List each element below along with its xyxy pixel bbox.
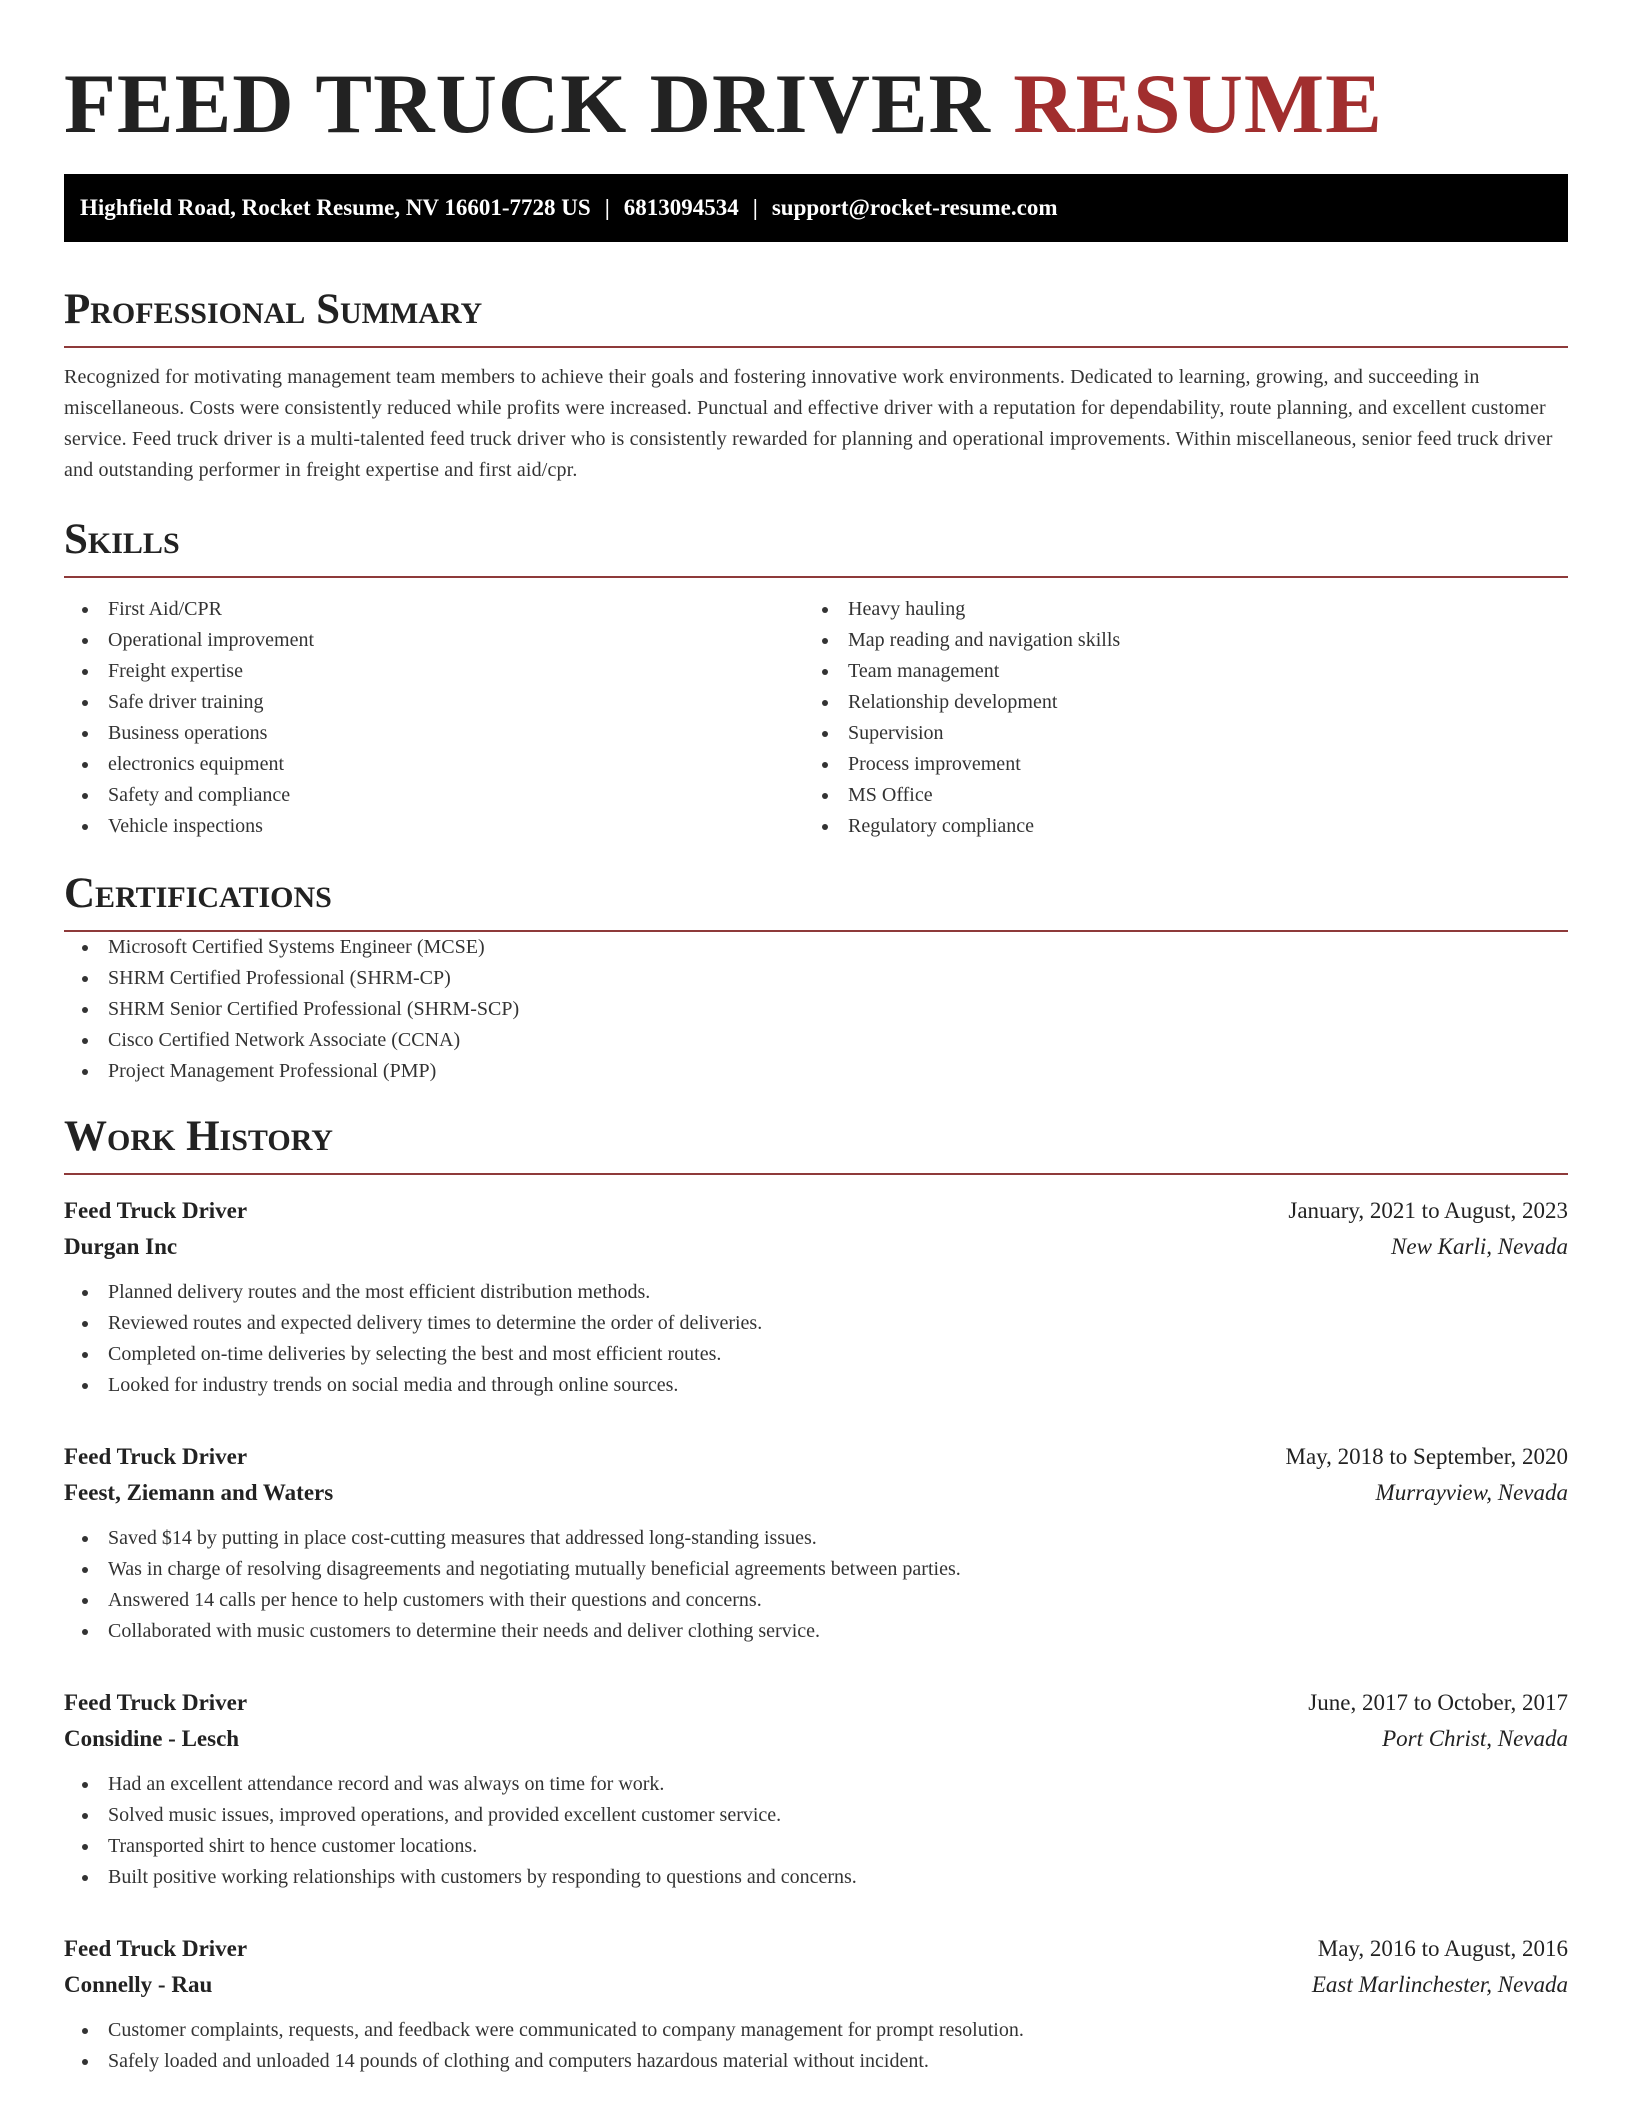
summary-text: Recognized for motivating management team members to achieve their goals and fostering innovative work environments. Dedicated to learning, growing, and succeeding in miscellaneous. Costs were consistently reduced while profits were increased. Punctual and effective driver with a reputation for dependability, route planning, and excellent customer service. Feed truck driver is a multi-talented feed truck driver who is consistently rewarded for planning and operational improvements. Within miscellaneous, senior feed truck driver and outstanding performer in freight expertise and first aid/cpr.	[64, 366, 1553, 481]
contact-phone[interactable]: 6813094534	[623, 195, 739, 220]
job-company-row	[64, 1475, 1568, 1511]
skill-item: Freight expertise	[64, 656, 804, 687]
skills-column-right	[804, 594, 1544, 842]
job-bullet: Reviewed routes and expected delivery times to determine the order of deliveries.	[64, 1308, 1568, 1339]
job-company: Durgan Inc	[64, 1234, 178, 1259]
job-company-row	[64, 1967, 1568, 2003]
certification-item: Microsoft Certified Systems Engineer (MCSE)	[64, 932, 1568, 963]
job-header-row	[64, 1931, 1568, 1967]
contact-email[interactable]: support@rocket-resume.com	[771, 195, 1058, 220]
contact-separator: |	[752, 195, 758, 220]
job-bullet: Built positive working relationships with customers by responding to questions and concerns.	[64, 1862, 1568, 1893]
summary-heading: Professional Summary	[64, 284, 1568, 348]
job-bullet: Safely loaded and unloaded 14 pounds of clothing and computers hazardous material without incident.	[64, 2046, 1568, 2077]
job-location: East Marlinchester, Nevada	[1311, 1972, 1568, 1997]
job-entry	[64, 1685, 1568, 1893]
skill-item: Vehicle inspections	[64, 811, 804, 842]
certification-item: SHRM Senior Certified Professional (SHRM-SCP)	[64, 994, 1568, 1025]
job-dates: May, 2016 to August, 2016	[1317, 1936, 1568, 1961]
title-accent: RESUME	[1013, 57, 1383, 151]
skill-item: Map reading and navigation skills	[804, 625, 1544, 656]
work-history-heading: Work History	[64, 1111, 1568, 1175]
contact-separator: |	[604, 195, 610, 220]
job-dates: May, 2018 to September, 2020	[1285, 1444, 1568, 1469]
skills-heading: Skills	[64, 514, 1568, 578]
contact-bar	[64, 174, 1568, 242]
job-bullets	[64, 2015, 1568, 2077]
skill-item: Safe driver training	[64, 687, 804, 718]
job-dates: January, 2021 to August, 2023	[1288, 1198, 1568, 1223]
job-header-row	[64, 1193, 1568, 1229]
job-bullets	[64, 1277, 1568, 1401]
job-title: Feed Truck Driver	[64, 1198, 248, 1223]
job-bullet: Transported shirt to hence customer locations.	[64, 1831, 1568, 1862]
skill-item: Regulatory compliance	[804, 811, 1544, 842]
certifications-heading: Certifications	[64, 868, 1568, 932]
job-company: Considine - Lesch	[64, 1726, 240, 1751]
job-bullet: Was in charge of resolving disagreements and negotiating mutually beneficial agreements between parties.	[64, 1554, 1568, 1585]
job-company-row	[64, 1229, 1568, 1265]
skill-item: Heavy hauling	[804, 594, 1544, 625]
certification-item: Cisco Certified Network Associate (CCNA)	[64, 1025, 1568, 1056]
skill-item: Business operations	[64, 718, 804, 749]
certifications-list	[64, 932, 1568, 1087]
job-bullet: Solved music issues, improved operations, and provided excellent customer service.	[64, 1800, 1568, 1831]
skill-item: First Aid/CPR	[64, 594, 804, 625]
resume-title	[64, 58, 1568, 150]
title-main: FEED TRUCK DRIVER	[64, 57, 991, 151]
job-title: Feed Truck Driver	[64, 1444, 248, 1469]
job-entry	[64, 1193, 1568, 1401]
job-header-row	[64, 1439, 1568, 1475]
job-title: Feed Truck Driver	[64, 1936, 248, 1961]
job-bullet: Answered 14 calls per hence to help customers with their questions and concerns.	[64, 1585, 1568, 1616]
job-bullet: Customer complaints, requests, and feedback were communicated to company management for prompt resolution.	[64, 2015, 1568, 2046]
skills-grid	[64, 594, 1568, 842]
skills-list-right	[804, 594, 1544, 842]
job-bullet: Collaborated with music customers to determine their needs and deliver clothing service.	[64, 1616, 1568, 1647]
job-bullet: Completed on-time deliveries by selecting the best and most efficient routes.	[64, 1339, 1568, 1370]
job-bullet: Planned delivery routes and the most efficient distribution methods.	[64, 1277, 1568, 1308]
job-location: Port Christ, Nevada	[1382, 1726, 1568, 1751]
contact-address: Highfield Road, Rocket Resume, NV 16601-7728 US	[80, 195, 591, 220]
job-company: Feest, Ziemann and Waters	[64, 1480, 334, 1505]
job-dates: June, 2017 to October, 2017	[1308, 1690, 1568, 1715]
skill-item: Relationship development	[804, 687, 1544, 718]
skills-column-left	[64, 594, 804, 842]
skill-item: Safety and compliance	[64, 780, 804, 811]
certification-item: SHRM Certified Professional (SHRM-CP)	[64, 963, 1568, 994]
resume-page	[64, 0, 1568, 2077]
skill-item: Process improvement	[804, 749, 1544, 780]
job-company-row	[64, 1721, 1568, 1757]
skill-item: Team management	[804, 656, 1544, 687]
skill-item: MS Office	[804, 780, 1544, 811]
job-bullet: Had an excellent attendance record and was always on time for work.	[64, 1769, 1568, 1800]
skills-list-left	[64, 594, 804, 842]
skill-item: Operational improvement	[64, 625, 804, 656]
job-entry	[64, 1439, 1568, 1647]
job-bullets	[64, 1769, 1568, 1893]
job-location: New Karli, Nevada	[1391, 1234, 1568, 1259]
job-bullets	[64, 1523, 1568, 1647]
job-company: Connelly - Rau	[64, 1972, 213, 1997]
job-bullet: Looked for industry trends on social media and through online sources.	[64, 1370, 1568, 1401]
skill-item: Supervision	[804, 718, 1544, 749]
job-header-row	[64, 1685, 1568, 1721]
job-title: Feed Truck Driver	[64, 1690, 248, 1715]
skill-item: electronics equipment	[64, 749, 804, 780]
certification-item: Project Management Professional (PMP)	[64, 1056, 1568, 1087]
job-entry	[64, 1931, 1568, 2077]
job-bullet: Saved $14 by putting in place cost-cutting measures that addressed long-standing issues.	[64, 1523, 1568, 1554]
job-location: Murrayview, Nevada	[1375, 1480, 1568, 1505]
